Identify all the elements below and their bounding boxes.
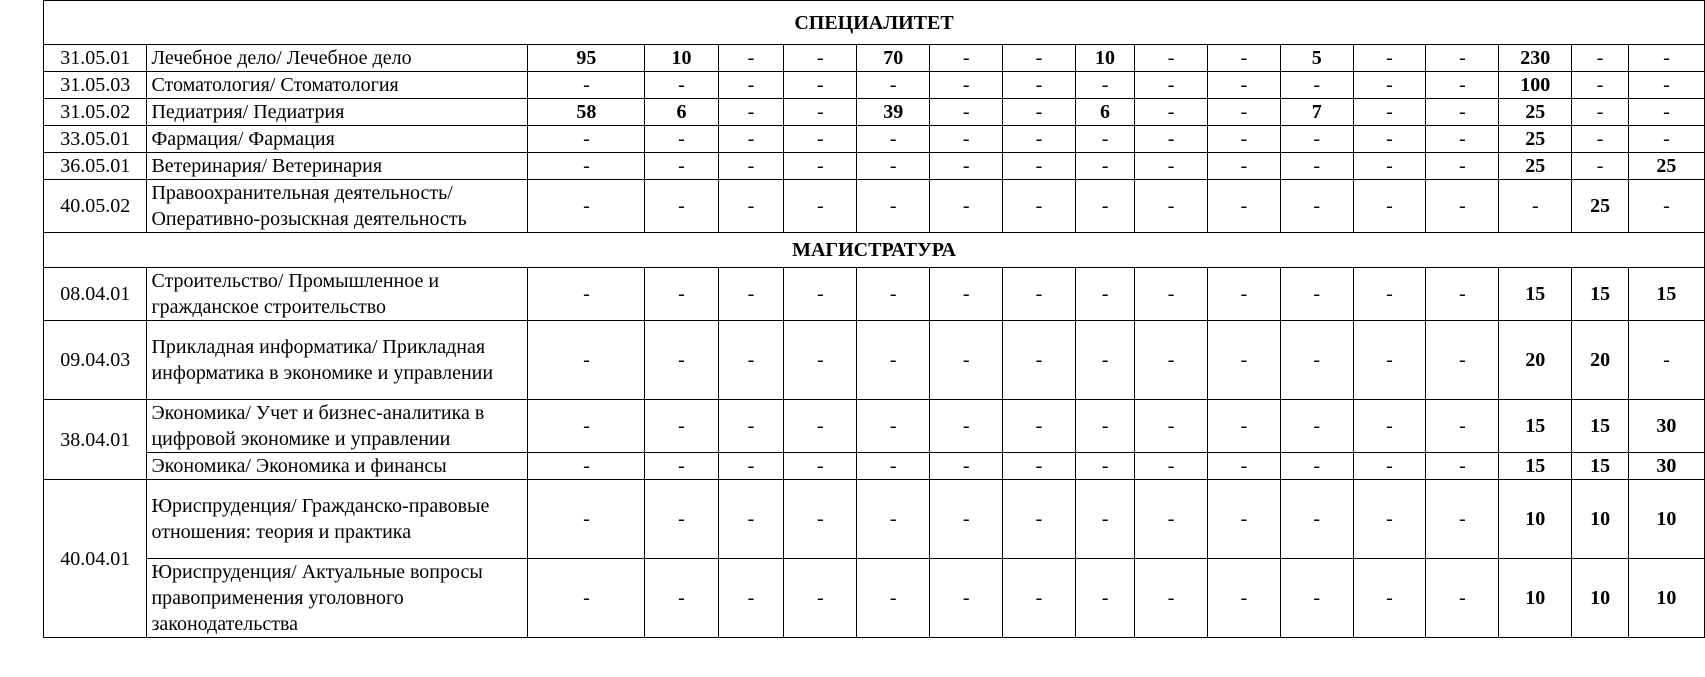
program-name: Фармация/ Фармация — [147, 126, 528, 153]
value-cell: - — [1280, 453, 1353, 480]
value-cell: - — [1280, 72, 1353, 99]
value-cell: - — [1003, 180, 1076, 233]
value-cell: - — [1628, 72, 1704, 99]
value-cell: - — [645, 72, 718, 99]
value-cell: - — [1426, 268, 1499, 321]
value-cell: 15 — [1628, 268, 1704, 321]
value-cell: - — [930, 321, 1003, 400]
program-name: Экономика/ Учет и бизнес-аналитика в цифровой экономике и управлении — [147, 400, 528, 453]
value-cell: - — [1628, 180, 1704, 233]
value-cell: 5 — [1280, 45, 1353, 72]
value-cell: - — [1353, 72, 1426, 99]
value-cell: - — [1003, 453, 1076, 480]
table-row — [44, 453, 1705, 480]
value-cell: - — [1353, 153, 1426, 180]
value-cell: - — [718, 45, 784, 72]
value-cell: - — [1207, 72, 1280, 99]
value-cell: - — [718, 99, 784, 126]
table-row — [44, 400, 1705, 453]
value-cell: - — [718, 453, 784, 480]
value-cell: - — [718, 480, 784, 559]
program-code: 38.04.01 — [44, 400, 147, 480]
value-cell: - — [857, 72, 930, 99]
value-cell: - — [1426, 126, 1499, 153]
program-name: Прикладная информатика/ Прикладная информатика в экономике и управлении — [147, 321, 528, 400]
value-cell: - — [1499, 180, 1572, 233]
value-cell: - — [1353, 99, 1426, 126]
value-cell: - — [1003, 321, 1076, 400]
value-cell: 15 — [1499, 268, 1572, 321]
value-cell: - — [1003, 45, 1076, 72]
value-cell: - — [930, 72, 1003, 99]
value-cell: - — [1353, 453, 1426, 480]
value-cell: - — [1135, 480, 1208, 559]
value-cell: - — [528, 480, 645, 559]
value-cell: - — [1075, 480, 1134, 559]
value-cell: - — [1572, 72, 1628, 99]
value-cell: - — [1135, 99, 1208, 126]
value-cell: 95 — [528, 45, 645, 72]
value-cell: - — [1426, 72, 1499, 99]
value-cell: - — [1135, 400, 1208, 453]
value-cell: - — [528, 400, 645, 453]
value-cell: - — [1003, 559, 1076, 638]
value-cell: - — [1207, 126, 1280, 153]
value-cell: - — [1135, 45, 1208, 72]
program-name: Строительство/ Промышленное и гражданское строительство — [147, 268, 528, 321]
value-cell: - — [1207, 321, 1280, 400]
value-cell: - — [1280, 480, 1353, 559]
value-cell: - — [1135, 321, 1208, 400]
value-cell: - — [1280, 268, 1353, 321]
value-cell: 10 — [1572, 480, 1628, 559]
value-cell: - — [1280, 559, 1353, 638]
table-row — [44, 180, 1705, 233]
table-row — [44, 268, 1705, 321]
value-cell: 10 — [645, 45, 718, 72]
value-cell: - — [930, 400, 1003, 453]
value-cell: - — [1353, 321, 1426, 400]
value-cell: - — [1628, 321, 1704, 400]
table-row — [44, 153, 1705, 180]
value-cell: - — [1628, 45, 1704, 72]
value-cell: 10 — [1572, 559, 1628, 638]
value-cell: - — [930, 126, 1003, 153]
value-cell: - — [857, 321, 930, 400]
program-name: Экономика/ Экономика и финансы — [147, 453, 528, 480]
value-cell: - — [1207, 400, 1280, 453]
table-row — [44, 559, 1705, 638]
value-cell: - — [718, 72, 784, 99]
value-cell: - — [1003, 72, 1076, 99]
value-cell: - — [645, 400, 718, 453]
value-cell: - — [718, 321, 784, 400]
value-cell: - — [1075, 321, 1134, 400]
section-title: СПЕЦИАЛИТЕТ — [44, 1, 1705, 45]
value-cell: - — [1207, 268, 1280, 321]
table-row — [44, 321, 1705, 400]
program-name: Ветеринария/ Ветеринария — [147, 153, 528, 180]
value-cell: - — [784, 99, 857, 126]
program-code: 09.04.03 — [44, 321, 147, 400]
value-cell: - — [784, 153, 857, 180]
value-cell: - — [857, 559, 930, 638]
value-cell: 25 — [1499, 99, 1572, 126]
value-cell: 58 — [528, 99, 645, 126]
value-cell: - — [784, 321, 857, 400]
value-cell: - — [857, 126, 930, 153]
value-cell: - — [930, 180, 1003, 233]
value-cell: - — [1075, 559, 1134, 638]
program-name: Юриспруденция/ Актуальные вопросы правоприменения уголовного законодательства — [147, 559, 528, 638]
value-cell: - — [718, 153, 784, 180]
section-header-row — [44, 233, 1705, 268]
value-cell: - — [1075, 72, 1134, 99]
value-cell: 15 — [1572, 453, 1628, 480]
value-cell: - — [1207, 453, 1280, 480]
table-row — [44, 72, 1705, 99]
value-cell: - — [1135, 559, 1208, 638]
value-cell: - — [1207, 480, 1280, 559]
value-cell: - — [784, 453, 857, 480]
value-cell: 20 — [1572, 321, 1628, 400]
program-code: 31.05.03 — [44, 72, 147, 99]
program-name: Юриспруденция/ Гражданско-правовые отношения: теория и практика — [147, 480, 528, 559]
value-cell: - — [1075, 153, 1134, 180]
value-cell: 230 — [1499, 45, 1572, 72]
value-cell: - — [718, 268, 784, 321]
value-cell: - — [1075, 180, 1134, 233]
value-cell: - — [930, 45, 1003, 72]
value-cell: - — [1572, 45, 1628, 72]
value-cell: - — [930, 153, 1003, 180]
value-cell: - — [1207, 45, 1280, 72]
value-cell: - — [528, 153, 645, 180]
value-cell: - — [645, 321, 718, 400]
value-cell: - — [645, 559, 718, 638]
value-cell: - — [930, 480, 1003, 559]
value-cell: - — [1135, 453, 1208, 480]
value-cell: - — [1628, 99, 1704, 126]
value-cell: - — [718, 180, 784, 233]
value-cell: 15 — [1499, 400, 1572, 453]
value-cell: - — [718, 400, 784, 453]
value-cell: - — [784, 559, 857, 638]
value-cell: 6 — [645, 99, 718, 126]
value-cell: - — [1003, 268, 1076, 321]
value-cell: 39 — [857, 99, 930, 126]
value-cell: - — [1572, 99, 1628, 126]
value-cell: - — [1426, 400, 1499, 453]
program-name: Лечебное дело/ Лечебное дело — [147, 45, 528, 72]
value-cell: 10 — [1075, 45, 1134, 72]
admission-quota-table — [43, 0, 1705, 638]
value-cell: - — [1003, 153, 1076, 180]
value-cell: - — [718, 126, 784, 153]
value-cell: 15 — [1499, 453, 1572, 480]
value-cell: - — [528, 72, 645, 99]
value-cell: - — [1135, 268, 1208, 321]
table-row — [44, 45, 1705, 72]
value-cell: - — [857, 400, 930, 453]
value-cell: - — [857, 480, 930, 559]
program-name: Педиатрия/ Педиатрия — [147, 99, 528, 126]
value-cell: - — [784, 400, 857, 453]
value-cell: - — [857, 268, 930, 321]
value-cell: - — [1135, 126, 1208, 153]
value-cell: 70 — [857, 45, 930, 72]
value-cell: 20 — [1499, 321, 1572, 400]
value-cell: 15 — [1572, 400, 1628, 453]
value-cell: - — [1003, 99, 1076, 126]
value-cell: - — [1353, 45, 1426, 72]
value-cell: 10 — [1628, 480, 1704, 559]
value-cell: - — [1426, 321, 1499, 400]
value-cell: - — [1353, 126, 1426, 153]
value-cell: - — [1426, 99, 1499, 126]
value-cell: - — [645, 268, 718, 321]
value-cell: 30 — [1628, 453, 1704, 480]
value-cell: - — [1075, 126, 1134, 153]
program-code: 31.05.01 — [44, 45, 147, 72]
value-cell: - — [1135, 72, 1208, 99]
value-cell: - — [930, 559, 1003, 638]
value-cell: - — [1572, 153, 1628, 180]
value-cell: - — [1135, 153, 1208, 180]
value-cell: 25 — [1499, 126, 1572, 153]
value-cell: - — [1280, 321, 1353, 400]
value-cell: - — [1280, 400, 1353, 453]
value-cell: 7 — [1280, 99, 1353, 126]
value-cell: - — [645, 126, 718, 153]
section-title: МАГИСТРАТУРА — [44, 233, 1705, 268]
program-code: 40.05.02 — [44, 180, 147, 233]
program-code: 36.05.01 — [44, 153, 147, 180]
program-code: 31.05.02 — [44, 99, 147, 126]
value-cell: - — [1426, 559, 1499, 638]
value-cell: - — [1280, 180, 1353, 233]
table-row — [44, 99, 1705, 126]
value-cell: 10 — [1499, 559, 1572, 638]
value-cell: - — [718, 559, 784, 638]
value-cell: - — [1426, 180, 1499, 233]
value-cell: - — [1353, 180, 1426, 233]
table-row — [44, 480, 1705, 559]
program-code: 33.05.01 — [44, 126, 147, 153]
table-row — [44, 126, 1705, 153]
value-cell: - — [1207, 153, 1280, 180]
value-cell: 25 — [1628, 153, 1704, 180]
value-cell: - — [784, 268, 857, 321]
program-code: 40.04.01 — [44, 480, 147, 638]
value-cell: 6 — [1075, 99, 1134, 126]
value-cell: - — [1353, 400, 1426, 453]
value-cell: - — [528, 126, 645, 153]
section-header-row — [44, 1, 1705, 45]
value-cell: - — [645, 180, 718, 233]
value-cell: - — [930, 268, 1003, 321]
value-cell: - — [1075, 400, 1134, 453]
value-cell: - — [784, 72, 857, 99]
value-cell: 10 — [1499, 480, 1572, 559]
value-cell: - — [1207, 99, 1280, 126]
value-cell: - — [1426, 153, 1499, 180]
value-cell: - — [1426, 453, 1499, 480]
value-cell: - — [857, 153, 930, 180]
value-cell: - — [1280, 153, 1353, 180]
program-name: Правоохранительная деятельность/ Оперативно-розыскная деятельность — [147, 180, 528, 233]
value-cell: - — [930, 453, 1003, 480]
program-name: Стоматология/ Стоматология — [147, 72, 528, 99]
value-cell: 25 — [1499, 153, 1572, 180]
value-cell: - — [645, 453, 718, 480]
value-cell: - — [645, 480, 718, 559]
value-cell: - — [645, 153, 718, 180]
value-cell: 10 — [1628, 559, 1704, 638]
value-cell: - — [1353, 268, 1426, 321]
value-cell: - — [1280, 126, 1353, 153]
value-cell: - — [1353, 559, 1426, 638]
value-cell: - — [1426, 45, 1499, 72]
value-cell: - — [857, 453, 930, 480]
value-cell: - — [1003, 400, 1076, 453]
value-cell: 15 — [1572, 268, 1628, 321]
value-cell: - — [528, 180, 645, 233]
value-cell: - — [1003, 480, 1076, 559]
value-cell: - — [528, 321, 645, 400]
value-cell: 25 — [1572, 180, 1628, 233]
value-cell: - — [784, 126, 857, 153]
value-cell: - — [1207, 180, 1280, 233]
value-cell: - — [1075, 268, 1134, 321]
value-cell: - — [1628, 126, 1704, 153]
value-cell: - — [857, 180, 930, 233]
value-cell: - — [528, 268, 645, 321]
value-cell: - — [1572, 126, 1628, 153]
program-code: 08.04.01 — [44, 268, 147, 321]
value-cell: - — [784, 180, 857, 233]
value-cell: - — [1207, 559, 1280, 638]
value-cell: - — [528, 453, 645, 480]
value-cell: - — [1003, 126, 1076, 153]
value-cell: - — [784, 45, 857, 72]
value-cell: - — [930, 99, 1003, 126]
value-cell: - — [784, 480, 857, 559]
value-cell: - — [1426, 480, 1499, 559]
value-cell: - — [1353, 480, 1426, 559]
value-cell: 30 — [1628, 400, 1704, 453]
value-cell: - — [1135, 180, 1208, 233]
value-cell: 100 — [1499, 72, 1572, 99]
value-cell: - — [528, 559, 645, 638]
value-cell: - — [1075, 453, 1134, 480]
